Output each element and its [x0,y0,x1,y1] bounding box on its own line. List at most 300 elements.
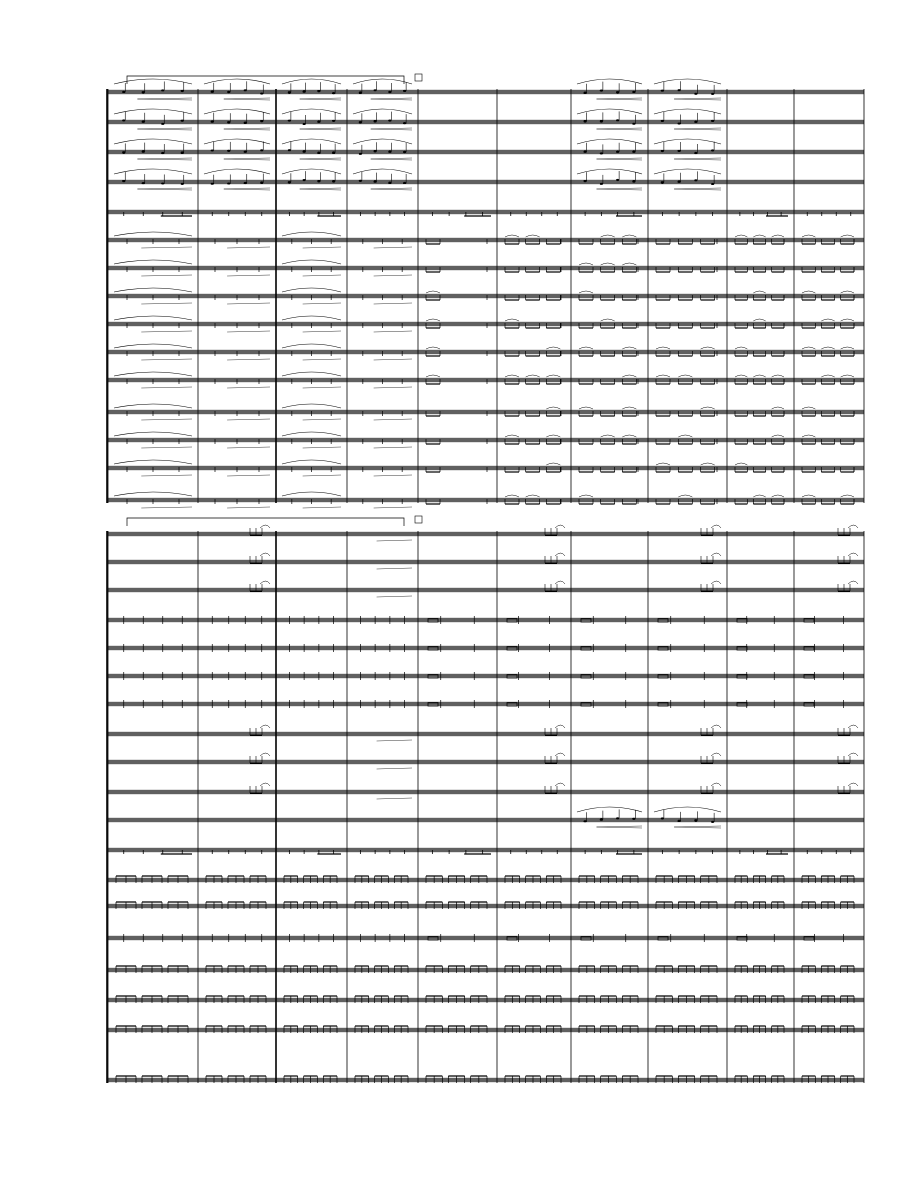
tie [579,291,593,293]
note-head [632,123,635,125]
note-head [632,151,635,153]
tie [753,235,765,237]
tie [622,435,636,437]
tie [656,375,670,377]
note-head [403,122,406,124]
note-head [181,183,184,185]
note-head [332,120,335,122]
hairpin [141,447,192,448]
note-head [600,120,603,122]
notes-layer [116,81,854,1083]
rehearsal-mark-box [415,74,422,81]
slur [711,725,721,728]
hairpin [227,247,270,248]
hairpin [371,158,412,159]
hairpin [141,475,192,476]
hairpin [141,303,192,304]
tie [772,235,784,237]
note-head [584,180,587,182]
tie [656,463,670,465]
tie [622,235,636,237]
tie [546,347,560,349]
note-head [142,121,145,123]
tie [579,263,593,265]
slur [114,344,192,348]
note-head [616,151,619,153]
note-head [388,120,391,122]
hairpin [137,129,192,130]
tie [802,495,815,497]
note-head [211,91,214,93]
hairpin [137,189,192,190]
note-head [584,92,587,94]
slur [848,753,858,756]
hairpin [141,359,192,360]
hairpin [227,331,270,332]
tie [601,435,615,437]
tie [678,495,692,497]
note-head [122,180,125,182]
hairpin [377,768,412,769]
hairpin [141,247,192,248]
tie [426,291,440,293]
hairpin [224,98,270,99]
hairpin [597,99,643,100]
hairpin [303,275,341,276]
tie [753,495,765,497]
note-head [161,182,164,184]
tie [526,235,540,237]
slur [260,753,270,756]
tie [802,235,815,237]
note-head [661,90,664,92]
slur [260,553,270,556]
hairpin [597,128,643,129]
hairpin [224,188,270,189]
note-head [288,120,291,122]
hairpin [674,158,721,159]
note-head [616,817,619,819]
note-head [244,89,247,91]
hairpin [137,98,192,99]
slur [848,553,858,556]
tie [735,235,747,237]
hairpin [300,99,341,100]
tie [601,235,615,237]
note-head [616,179,619,181]
hairpin [300,159,341,160]
note-head [374,180,377,182]
note-head [211,183,214,185]
slur [282,79,341,84]
note-head [584,151,587,153]
note-head [632,818,635,820]
hairpin [674,189,721,190]
note-head [678,150,681,152]
slur [114,288,192,292]
tie [841,319,854,321]
note-head [227,150,230,152]
slur [848,581,858,584]
slur [282,260,341,264]
slur [555,725,565,728]
hairpin [374,275,412,276]
slur [114,232,192,236]
note-head [616,91,619,93]
hairpin [597,158,643,159]
hairpin [224,99,270,100]
note-head [211,121,214,123]
slur [353,139,412,144]
hairpin [141,387,192,388]
note-head [678,181,681,183]
tie [821,375,834,377]
slur [114,260,192,264]
slur [204,169,270,174]
slur [114,404,192,408]
note-head [694,152,697,154]
note-head [661,817,664,819]
hairpin [374,387,412,388]
note-head [661,181,664,183]
note-head [374,89,377,91]
hairpin [374,507,412,508]
hairpin [371,189,412,190]
tie [546,435,560,437]
slur [114,316,192,320]
tie [841,375,854,377]
hairpin [374,447,412,448]
slur [282,372,341,376]
slur [114,460,192,464]
hairpin [377,798,412,799]
hairpin [137,188,192,189]
tie [753,319,765,321]
tie [579,407,593,409]
tie [426,347,440,349]
hairpin [137,159,192,160]
tie [753,291,765,293]
slur [555,753,565,756]
tie [505,375,519,377]
hairpin [371,159,412,160]
note-head [678,820,681,822]
slur [555,581,565,584]
tie [821,347,834,349]
hairpin [377,540,412,541]
tie [701,407,715,409]
hairpin [371,128,412,129]
note-head [288,149,291,151]
note-head [403,90,406,92]
tie [772,435,784,437]
hairpin [674,827,721,828]
hairpin [674,128,721,129]
note-head [711,821,714,823]
hairpin [137,99,192,100]
note-head [359,180,362,182]
note-head [584,120,587,122]
slur [260,581,270,584]
tie [802,407,815,409]
tie [526,375,540,377]
hairpin [374,331,412,332]
note-head [227,121,230,123]
note-head [260,120,263,122]
hairpin [227,447,270,448]
note-head [694,121,697,123]
hairpin [141,275,192,276]
hairpin [300,158,341,159]
note-head [632,180,635,182]
hairpin [300,128,341,129]
note-head [288,91,291,93]
tie [505,435,519,437]
hairpin [674,98,721,99]
hairpin [227,475,270,476]
tie [735,347,747,349]
hairpin [371,188,412,189]
note-head [161,152,164,154]
note-head [711,149,714,151]
hairpin [137,128,192,129]
slur [260,725,270,728]
note-head [244,182,247,184]
hairpin [224,189,270,190]
note-head [632,91,635,93]
note-head [181,152,184,154]
slur [282,432,341,436]
tie [841,347,854,349]
slur [577,807,642,812]
slur [114,492,192,496]
tie [678,375,692,377]
hairpin [227,387,270,388]
slur [848,783,858,786]
hairpin [303,507,341,508]
tie [622,375,636,377]
note-head [388,151,391,153]
note-head [600,819,603,821]
slur [711,581,721,584]
note-head [374,120,377,122]
slur [282,288,341,292]
hairpin [303,475,341,476]
slur [282,344,341,348]
hairpin [303,419,341,420]
tie [546,463,560,465]
note-head [122,119,125,121]
hairpin [227,303,270,304]
tie [772,375,784,377]
note-head [142,91,145,93]
hairpin [300,189,341,190]
note-head [584,820,587,822]
slur [282,492,341,496]
tie [526,495,540,497]
note-head [711,183,714,185]
slur [654,169,721,174]
hairpin [224,158,270,159]
slur [114,169,192,174]
note-head [388,91,391,93]
note-head [260,92,263,94]
slur [353,79,412,84]
tie [622,263,636,265]
tie [579,495,593,497]
hairpin [374,359,412,360]
tie [841,291,854,293]
hairpin [377,568,412,569]
hairpin [141,507,192,508]
hairpin [597,827,643,828]
note-head [694,179,697,181]
slur [260,783,270,786]
note-head [678,89,681,91]
note-head [711,120,714,122]
note-head [303,151,306,153]
hairpin [374,247,412,248]
note-head [211,149,214,151]
hairpin [224,129,270,130]
note-head [142,151,145,153]
hairpin [374,475,412,476]
slur [282,232,341,236]
note-head [227,91,230,93]
hairpin [137,158,192,159]
hairpin [227,359,270,360]
slur [848,525,858,528]
note-head [181,90,184,92]
note-head [403,182,406,184]
hairpin [141,331,192,332]
note-head [332,151,335,153]
hairpin [374,419,412,420]
note-head [260,149,263,151]
tie [735,375,747,377]
tie [505,495,519,497]
note-head [374,150,377,152]
note-head [260,181,263,183]
hairpin [597,189,643,190]
hairpin [227,507,270,508]
tie [802,347,815,349]
slur [282,460,341,464]
note-head [122,91,125,93]
markings-layer [107,74,721,1083]
note-head [661,150,664,152]
hairpin [674,129,721,130]
note-head [303,123,306,125]
slur [114,79,192,84]
note-head [332,180,335,182]
note-head [600,183,603,185]
note-head [600,152,603,154]
note-head [332,92,335,94]
hairpin [300,188,341,189]
slur [711,753,721,756]
slur [282,316,341,320]
note-head [359,153,362,155]
tie [656,347,670,349]
note-head [661,120,664,122]
note-head [181,120,184,122]
slur [711,783,721,786]
tie [426,375,440,377]
hairpin [674,188,721,189]
hairpin [597,159,643,160]
slur [282,404,341,408]
note-head [303,91,306,93]
slur [114,109,192,114]
note-head [122,151,125,153]
hairpin [303,447,341,448]
rehearsal-mark-box [415,516,422,523]
tie [546,407,560,409]
hairpin [303,387,341,388]
slur [555,553,565,556]
tie [772,495,784,497]
hairpin [597,98,643,99]
hairpin [371,129,412,130]
tie [505,319,519,321]
hairpin [303,359,341,360]
hairpin [224,159,270,160]
slur [555,783,565,786]
note-head [142,182,145,184]
note-head [317,152,320,154]
staff-lines-layer [108,90,864,1082]
tie [841,495,854,497]
tie [678,435,692,437]
tie [821,319,834,321]
note-head [388,182,391,184]
hairpin [371,99,412,100]
note-head [359,92,362,94]
hairpin [224,128,270,129]
note-head [711,93,714,95]
hairpin [674,99,721,100]
note-head [694,93,697,95]
note-head [288,181,291,183]
hairpin [371,98,412,99]
note-head [317,121,320,123]
tie [701,347,715,349]
note-head [244,122,247,124]
hairpin [303,303,341,304]
hairpin [597,188,643,189]
slur [260,525,270,528]
note-head [161,123,164,125]
note-head [161,89,164,91]
hairpin [374,303,412,304]
note-head [303,179,306,181]
tie [601,263,615,265]
hairpin [597,826,643,827]
hairpin [377,740,412,741]
hairpin [227,419,270,420]
tie [505,235,519,237]
note-head [694,819,697,821]
hairpin [300,98,341,99]
hairpin [377,596,412,597]
tie [802,435,815,437]
tie [601,319,615,321]
tie [426,319,440,321]
note-head [227,182,230,184]
tie [772,407,784,409]
note-head [317,180,320,182]
